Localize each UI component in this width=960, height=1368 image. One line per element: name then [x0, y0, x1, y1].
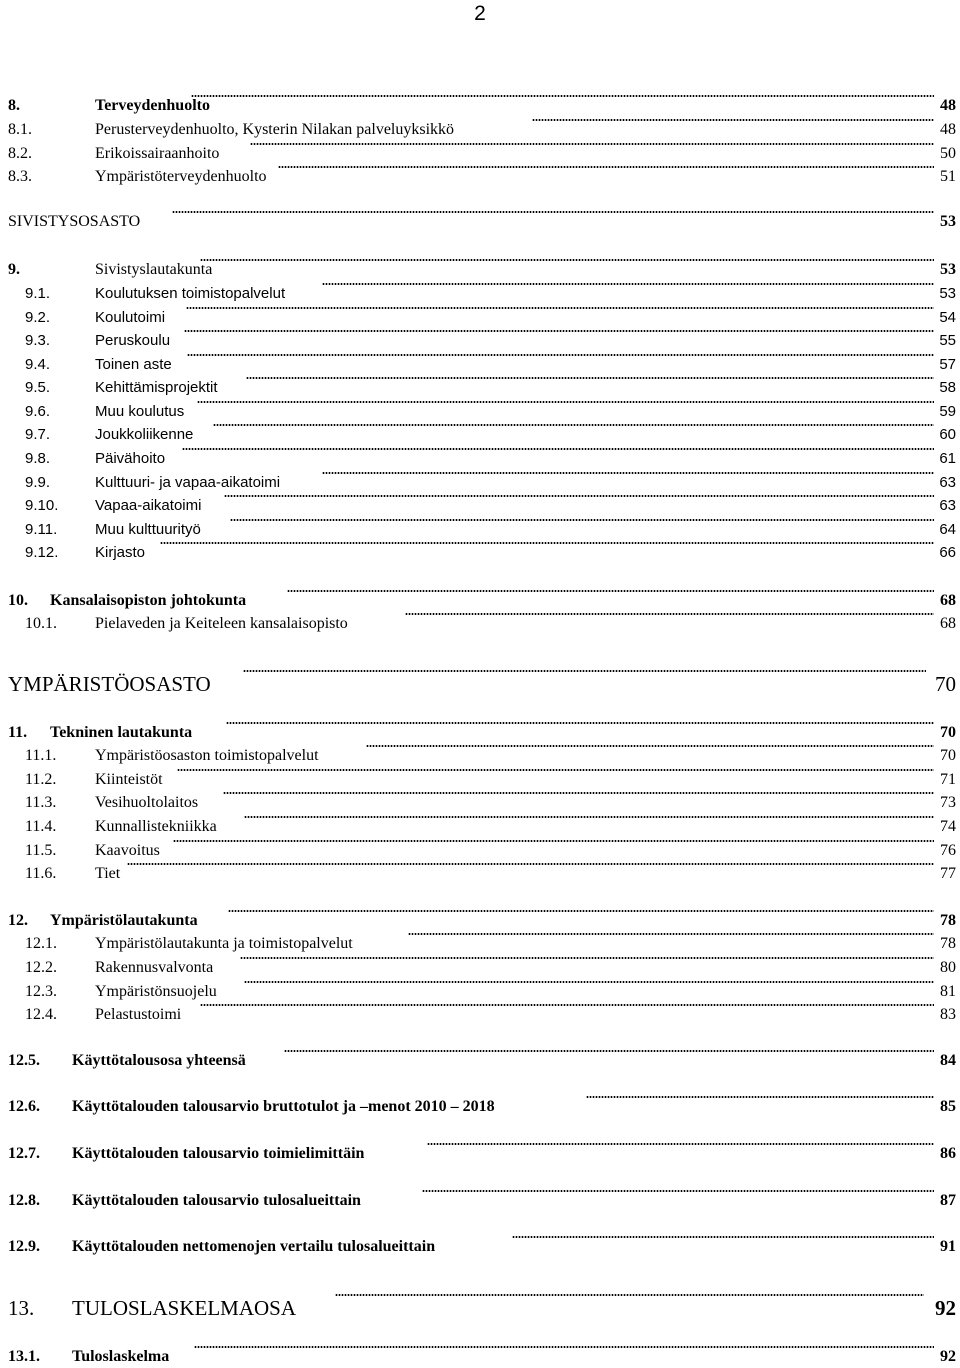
toc-title: Koulutuksen toimistopalvelut — [95, 285, 286, 302]
toc-title: Terveydenhuolto — [95, 97, 210, 114]
toc-leader-dots — [278, 166, 934, 168]
toc-entry-10-1[interactable] — [0, 613, 960, 635]
toc-title: Kulttuuri- ja vapaa-aikatoimi — [95, 474, 281, 491]
toc-number: 9. — [8, 261, 20, 278]
toc-entry-9-11[interactable] — [0, 519, 960, 541]
toc-entry-8-2[interactable] — [0, 143, 960, 165]
toc-number: 10. — [8, 592, 28, 609]
toc-number: 13. — [8, 1296, 35, 1320]
toc-number: 8.2. — [8, 145, 32, 162]
toc-title: Ympäristölautakunta ja toimistopalvelut — [95, 935, 353, 952]
toc-page: 60 — [939, 426, 956, 443]
toc-title: Tiet — [95, 865, 121, 882]
toc-entry-12-2[interactable] — [0, 957, 960, 979]
toc-entry-8[interactable] — [0, 95, 960, 117]
toc-page: 64 — [939, 521, 956, 538]
toc-entry-13[interactable] — [0, 1294, 960, 1322]
toc-title: Muu koulutus — [95, 403, 185, 420]
toc-number: 12.5. — [8, 1052, 40, 1069]
toc-number: 11.5. — [25, 842, 57, 859]
toc-number: 12.9. — [8, 1238, 40, 1255]
toc-entry-12[interactable] — [0, 910, 960, 932]
toc-page: 61 — [939, 450, 956, 467]
toc-leader-dots — [194, 1346, 934, 1348]
toc-title: Kiinteistöt — [95, 771, 163, 788]
toc-number: 8.3. — [8, 168, 32, 185]
toc-leader-dots — [177, 769, 934, 771]
toc-entry-12-4[interactable] — [0, 1004, 960, 1026]
toc-page: 68 — [940, 615, 956, 632]
toc-title: Kaavoitus — [95, 842, 160, 859]
toc-page: 78 — [940, 935, 956, 952]
toc-number: 9.11. — [25, 521, 58, 538]
toc-page: 63 — [939, 474, 956, 491]
toc-page: 59 — [939, 403, 956, 420]
toc-entry-12-1[interactable] — [0, 933, 960, 955]
toc-leader-dots — [230, 519, 934, 521]
toc-title: Käyttötalouden nettomenojen vertailu tulosalueittain — [72, 1238, 436, 1255]
toc-leader-dots — [284, 1050, 934, 1052]
toc-leader-dots — [200, 259, 934, 261]
toc-entry-9-8[interactable] — [0, 448, 960, 470]
toc-entry-11-2[interactable] — [0, 769, 960, 791]
toc-page: 71 — [940, 771, 956, 788]
toc-title: YMPÄRISTÖOSASTO — [8, 672, 211, 696]
toc-page: 63 — [939, 497, 956, 514]
toc-entry-sivistysosasto[interactable] — [0, 211, 960, 233]
toc-leader-dots — [240, 957, 934, 959]
toc-number: 12.2. — [25, 959, 57, 976]
toc-leader-dots — [172, 211, 934, 213]
toc-number: 12.3. — [25, 983, 57, 1000]
toc-leader-dots — [244, 816, 934, 818]
toc-leader-dots — [243, 670, 926, 672]
toc-entry-8-3[interactable] — [0, 166, 960, 188]
toc-number: 9.5. — [25, 379, 51, 396]
toc-title: Päivähoito — [95, 450, 166, 467]
toc-page: 55 — [939, 332, 956, 349]
toc-page: 53 — [940, 261, 956, 278]
toc-title: Käyttötalouden talousarvio tulosalueittain — [72, 1192, 361, 1209]
toc-title: Ympäristönsuojelu — [95, 983, 217, 1000]
toc-title: TULOSLASKELMAOSA — [72, 1296, 297, 1320]
toc-title: Ympäristöosaston toimistopalvelut — [95, 747, 319, 764]
toc-leader-dots — [512, 1236, 934, 1238]
toc-page: 50 — [940, 145, 956, 162]
toc-page: 83 — [940, 1006, 956, 1023]
toc-title: Ympäristölautakunta — [50, 912, 198, 929]
toc-number: 9.3. — [25, 332, 51, 349]
toc-page: 85 — [940, 1098, 956, 1115]
toc-entry-11[interactable] — [0, 722, 960, 744]
toc-page: 57 — [939, 356, 956, 373]
toc-title: Joukkoliikenne — [95, 426, 194, 443]
toc-title: Perusterveydenhuolto, Kysterin Nilakan palveluyksikkö — [95, 121, 455, 138]
toc-page: 86 — [940, 1145, 956, 1162]
toc-title: Käyttötalouden talousarvio bruttotulot ja –menot 2010 – 2018 — [72, 1098, 495, 1115]
toc-entry-12-6[interactable] — [0, 1096, 960, 1118]
toc-entry-11-1[interactable] — [0, 745, 960, 767]
toc-page: 66 — [939, 544, 956, 561]
toc-page: 70 — [935, 672, 956, 696]
toc-title: Tekninen lautakunta — [50, 724, 193, 741]
toc-entry-9-3[interactable] — [0, 330, 960, 352]
toc-number: 10.1. — [25, 615, 57, 632]
toc-number: 9.12. — [25, 544, 59, 561]
toc-title: Koulutoimi — [95, 309, 166, 326]
toc-number: 11.3. — [25, 794, 57, 811]
toc-number: 9.2. — [25, 309, 51, 326]
toc-page: 51 — [940, 168, 956, 185]
toc-title: Muu kulttuurityö — [95, 521, 201, 538]
toc-leader-dots — [200, 1004, 934, 1006]
toc-title: Toinen aste — [95, 356, 172, 373]
toc-title: Rakennusvalvonta — [95, 959, 214, 976]
toc-number: 13.1. — [8, 1348, 40, 1365]
toc-number: 12.7. — [8, 1145, 40, 1162]
toc-leader-dots — [335, 1294, 924, 1296]
toc-page: 77 — [940, 865, 956, 882]
toc-entry-8-1[interactable] — [0, 119, 960, 141]
toc-leader-dots — [184, 330, 934, 332]
toc-page: 74 — [940, 818, 956, 835]
toc-title: Kunnallistekniikka — [95, 818, 217, 835]
toc-leader-dots — [532, 119, 934, 121]
toc-page: 81 — [940, 983, 956, 1000]
toc-page: 54 — [939, 309, 956, 326]
toc-entry-12-3[interactable] — [0, 981, 960, 1003]
toc-leader-dots — [322, 472, 934, 474]
toc-number: 11. — [8, 724, 28, 741]
toc-leader-dots — [422, 1190, 934, 1192]
toc-leader-dots — [366, 745, 934, 747]
toc-number: 11.2. — [25, 771, 57, 788]
toc-entry-9-1[interactable] — [0, 283, 960, 305]
toc-number: 9.10. — [25, 497, 59, 514]
toc-entry-11-5[interactable] — [0, 840, 960, 862]
toc-leader-dots — [197, 401, 934, 403]
toc-leader-dots — [408, 933, 934, 935]
toc-page: 87 — [940, 1192, 956, 1209]
toc-title: SIVISTYSOSASTO — [8, 213, 141, 230]
toc-number: 12.4. — [25, 1006, 57, 1023]
toc-title: Pielaveden ja Keiteleen kansalaisopisto — [95, 615, 348, 632]
toc-entry-12-7[interactable] — [0, 1143, 960, 1165]
toc-page: 68 — [940, 592, 956, 609]
toc-title: Kansalaisopiston johtokunta — [50, 592, 247, 609]
page-number: 2 — [474, 2, 486, 25]
toc-title: Sivistyslautakunta — [95, 261, 213, 278]
toc-leader-dots — [224, 495, 934, 497]
toc-leader-dots — [191, 95, 934, 97]
toc-number: 8. — [8, 97, 20, 114]
toc-leader-dots — [182, 448, 934, 450]
toc-number: 12. — [8, 912, 28, 929]
toc-leader-dots — [223, 792, 934, 794]
toc-leader-dots — [160, 542, 934, 544]
toc-leader-dots — [405, 613, 934, 615]
toc-page: 48 — [940, 121, 956, 138]
toc-page: 48 — [940, 97, 956, 114]
toc-number: 9.9. — [25, 474, 51, 491]
toc-number: 9.4. — [25, 356, 51, 373]
toc-page: 70 — [940, 724, 956, 741]
toc-leader-dots — [586, 1096, 934, 1098]
toc-page: 58 — [939, 379, 956, 396]
toc-entry-11-6[interactable] — [0, 863, 960, 885]
toc-page: 53 — [940, 213, 956, 230]
toc-title: Kirjasto — [95, 544, 146, 561]
toc-leader-dots — [186, 307, 934, 309]
toc-leader-dots — [173, 840, 934, 842]
toc-entry-9-2[interactable] — [0, 307, 960, 329]
toc-entry-ymparistoosasto[interactable] — [0, 670, 960, 698]
toc-entry-11-4[interactable] — [0, 816, 960, 838]
toc-number: 11.4. — [25, 818, 57, 835]
toc-number: 9.8. — [25, 450, 51, 467]
toc-entry-10[interactable] — [0, 590, 960, 612]
toc-entry-9-5[interactable] — [0, 377, 960, 399]
toc-title: Tuloslaskelma — [72, 1348, 170, 1365]
toc-leader-dots — [244, 981, 934, 983]
toc-entry-12-9[interactable] — [0, 1236, 960, 1258]
toc-number: 8.1. — [8, 121, 32, 138]
toc-entry-9-9[interactable] — [0, 472, 960, 494]
toc-page: 91 — [940, 1238, 956, 1255]
toc-number: 12.8. — [8, 1192, 40, 1209]
toc-page: 53 — [939, 285, 956, 302]
toc-leader-dots — [427, 1143, 934, 1145]
toc-entry-12-8[interactable] — [0, 1190, 960, 1212]
toc-leader-dots — [287, 590, 934, 592]
toc-leader-dots — [246, 377, 934, 379]
toc-title: Peruskoulu — [95, 332, 171, 349]
toc-entry-9[interactable] — [0, 259, 960, 281]
toc-title: Vesihuoltolaitos — [95, 794, 199, 811]
toc-leader-dots — [228, 910, 934, 912]
toc-leader-dots — [226, 722, 934, 724]
toc-title: Käyttötalousosa yhteensä — [72, 1052, 246, 1069]
toc-title: Erikoissairaanhoito — [95, 145, 220, 162]
toc-page: 80 — [940, 959, 956, 976]
toc-page: 92 — [940, 1348, 956, 1365]
toc-entry-13-1[interactable] — [0, 1346, 960, 1368]
toc-entry-11-3[interactable] — [0, 792, 960, 814]
toc-entry-9-12[interactable] — [0, 542, 960, 564]
toc-entry-12-5[interactable] — [0, 1050, 960, 1072]
toc-title: Kehittämisprojektit — [95, 379, 218, 396]
toc-number: 12.6. — [8, 1098, 40, 1115]
toc-page: 76 — [940, 842, 956, 859]
toc-entry-9-4[interactable] — [0, 354, 960, 376]
toc-entry-9-7[interactable] — [0, 424, 960, 446]
toc-number: 11.6. — [25, 865, 57, 882]
toc-page: 70 — [940, 747, 956, 764]
toc-number: 9.7. — [25, 426, 51, 443]
toc-leader-dots — [127, 863, 934, 865]
toc-leader-dots — [322, 283, 934, 285]
toc-number: 11.1. — [25, 747, 57, 764]
toc-entry-9-6[interactable] — [0, 401, 960, 423]
toc-title: Vapaa-aikatoimi — [95, 497, 202, 514]
toc-leader-dots — [213, 424, 934, 426]
toc-title: Ympäristöterveydenhuolto — [95, 168, 267, 185]
toc-title: Pelastustoimi — [95, 1006, 182, 1023]
toc-title: Käyttötalouden talousarvio toimielimittäin — [72, 1145, 365, 1162]
toc-page: 84 — [940, 1052, 956, 1069]
toc-leader-dots — [250, 143, 934, 145]
toc-leader-dots — [187, 354, 934, 356]
toc-number: 12.1. — [25, 935, 57, 952]
toc-page: 78 — [940, 912, 956, 929]
toc-entry-9-10[interactable] — [0, 495, 960, 517]
toc-number: 9.1. — [25, 285, 51, 302]
toc-page: 92 — [935, 1296, 956, 1320]
toc-number: 9.6. — [25, 403, 51, 420]
toc-page: 73 — [940, 794, 956, 811]
